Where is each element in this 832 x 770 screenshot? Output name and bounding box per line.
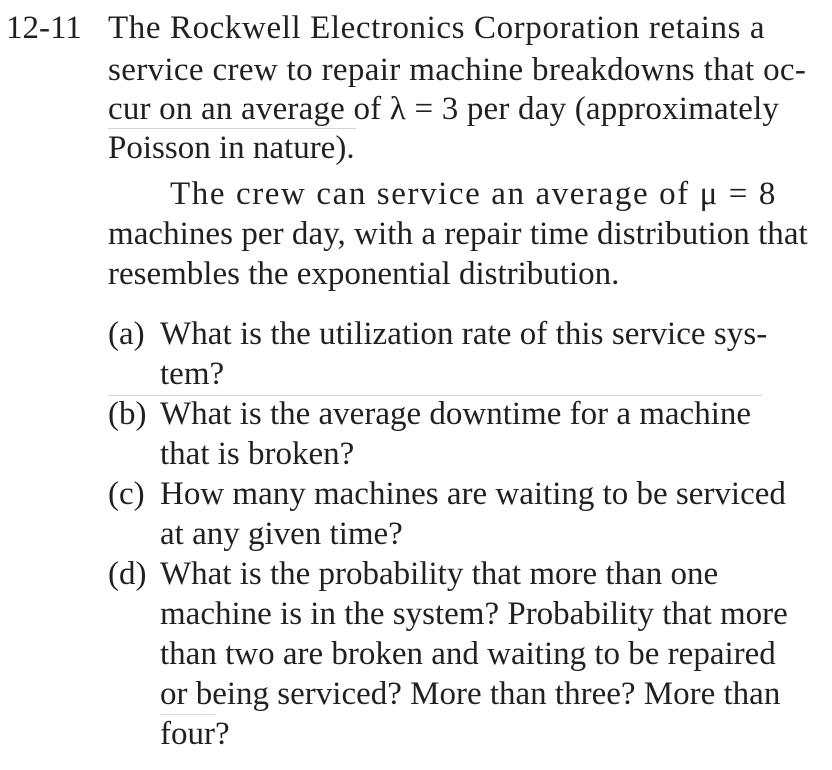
paragraph2-line1: The crew can service an average of μ = 8 xyxy=(170,176,777,212)
paragraph1-line2: service crew to repair machine breakdowns that oc- xyxy=(108,52,807,88)
question-c-line2: at any given time? xyxy=(160,516,403,552)
question-d-line3: than two are broken and waiting to be repaired xyxy=(160,636,776,672)
paragraph1-line1: The Rockwell Electronics Corporation retains a xyxy=(108,10,766,46)
question-a-label: (a) xyxy=(108,316,145,352)
question-d-line2: machine is in the system? Probability that more xyxy=(160,596,788,632)
divider xyxy=(160,714,216,715)
question-c-line1: How many machines are waiting to be serviced xyxy=(160,476,786,512)
problem-number: 12-11 xyxy=(6,10,82,46)
question-b-label: (b) xyxy=(108,396,147,432)
question-d-label: (d) xyxy=(108,556,147,592)
divider xyxy=(108,128,356,129)
question-b-line1: What is the average downtime for a machine xyxy=(160,396,752,432)
question-b-line2: that is broken? xyxy=(160,436,355,472)
question-d-line4: or being serviced? More than three? More than xyxy=(160,676,781,712)
question-c-label: (c) xyxy=(108,476,145,512)
paragraph2-line2: machines per day, with a repair time distribution that xyxy=(108,216,808,252)
question-d-line5: four? xyxy=(160,716,230,752)
paragraph2-line3: resembles the exponential distribution. xyxy=(108,256,620,292)
question-d-line1: What is the probability that more than one xyxy=(160,556,719,592)
question-a-line2: tem? xyxy=(160,356,225,392)
question-a-line1: What is the utilization rate of this service sys- xyxy=(160,316,768,352)
paragraph1-line3: cur on an average of λ = 3 per day (approximately xyxy=(108,91,780,127)
paragraph1-line4: Poisson in nature). xyxy=(108,130,355,166)
